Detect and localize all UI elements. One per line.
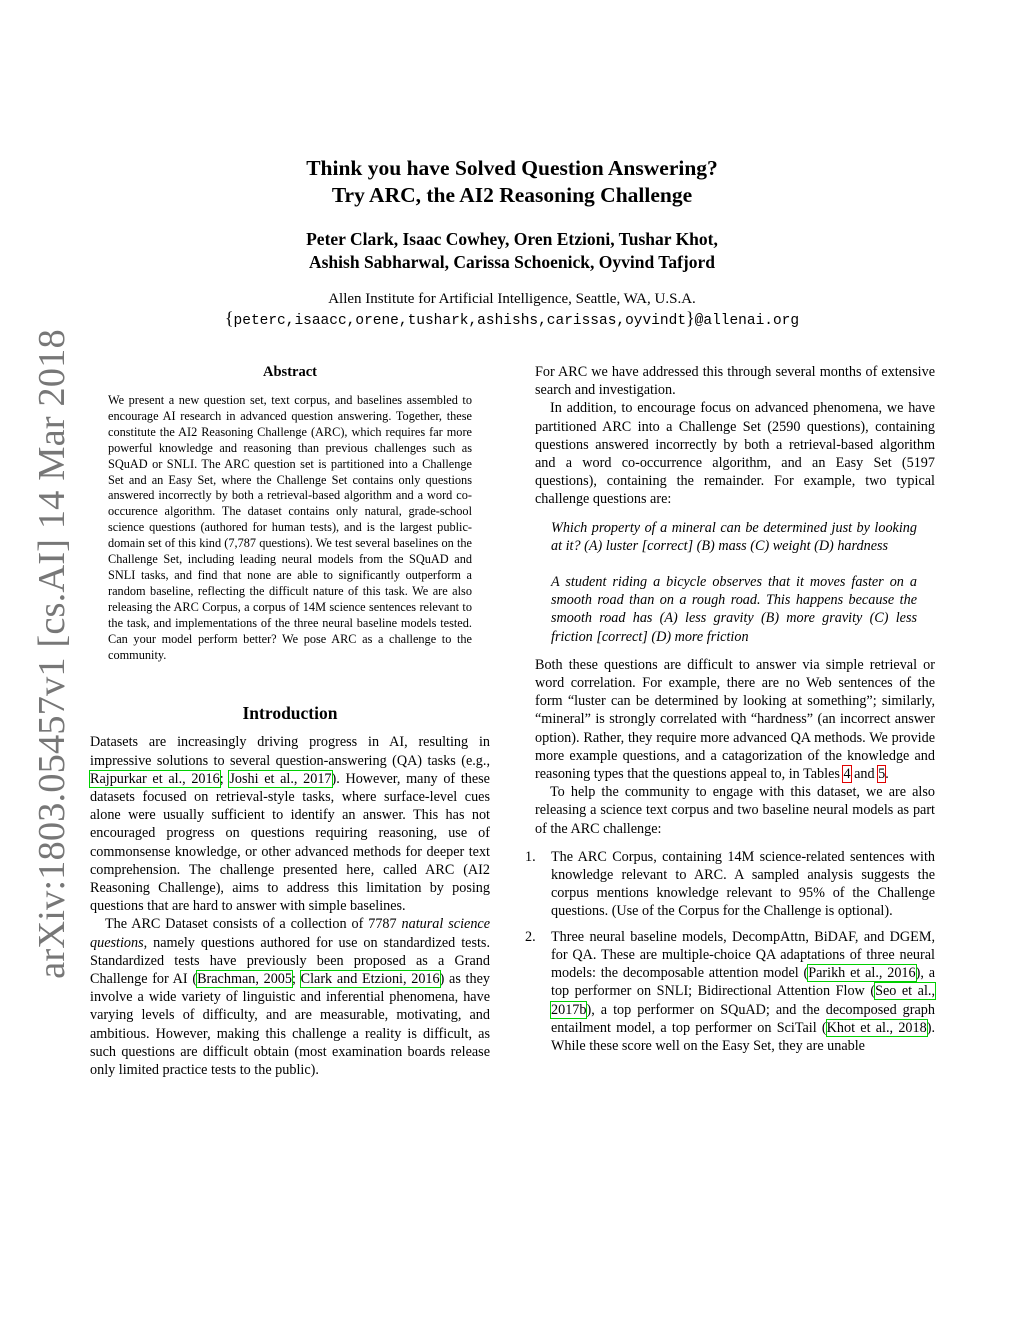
left-column [90, 364, 490, 1079]
table-5-link[interactable]: 5 [878, 766, 886, 783]
affiliation-block [0, 290, 1024, 331]
introduction-heading: Introduction [242, 703, 338, 724]
right-paragraph-3: Both these questions are difficult to answer via simple retrieval or word correlation. For example, there are no Web sentences of the form “luster can be determined by looking at something”; similarly, “mineral” is strongly correlated with “hardness” (an incorrect answer option). Rather, they require more advanced QA methods. We provide more example questions, and a catagorization of the knowledge and reasoning types that the questions appeal to, in Tables 4 and 5. [535, 656, 935, 783]
citation-rajpurkar[interactable]: Rajpurkar et al., 2016 [90, 770, 220, 787]
paper-title [0, 155, 1024, 209]
title-line-2: Try ARC, the AI2 Reasoning Challenge [331, 183, 693, 207]
citation-joshi[interactable]: Joshi et al., 2017 [229, 770, 332, 787]
example-question-1: Which property of a mineral can be determined just by looking at it? (A) luster [correct] (B) mass (C) weight (D) hardness [551, 519, 917, 554]
author-list [0, 228, 1024, 274]
email-domain: @allenai.org [694, 313, 800, 329]
table-4-link[interactable]: 4 [843, 766, 851, 783]
email-line: {peterc,isaacc,orene,tushark,ashishs,carissas,oyvindt}@allenai.org [224, 308, 800, 329]
citation-parikh[interactable]: Parikh et al., 2016 [808, 965, 916, 982]
authors-line-1: Peter Clark, Isaac Cowhey, Oren Etzioni, Tushar Khot, [306, 229, 718, 249]
citation-clark-etzioni[interactable]: Clark and Etzioni, 2016 [300, 971, 440, 988]
email-list: peterc,isaacc,orene,tushark,ashishs,carissas,oyvindt [233, 313, 687, 329]
right-paragraph-2: In addition, to encourage focus on advanced phenomena, we have partitioned ARC into a Challenge Set (2590 questions), containing questions answered incorrectly by both a retrieval-based algorithm and a word co-occurrence algorithm, and an Easy Set (5197 questions), containing the remainder. For example, two typical challenge questions are: [535, 400, 935, 508]
intro-paragraph-2: The ARC Dataset consists of a collection of 7787 natural science questions, namely questions authored for use on standardized tests. Standardized tests have previously been proposed as a Grand Challenge for AI (Brachman, 2005; Clark and Etzioni, 2016) as they involve a wide variety of linguistic and inferential phenomena, have varying levels of difficulty, and are measurable, motivating, and ambitious. However, making this challenge a reality is difficult, as such questions are difficult obtain (most examination boards release only limited practice tests to the public). [90, 916, 491, 1079]
list-item: 2. Three neural baseline models, DecompAttn, BiDAF, and DGEM, for QA. These are multiple-choice QA adaptations of three neural models: the decomposable attention model (Parikh et al., 2016), a top performer on SNLI; Bidirectional Attention Flow (Seo et al., 2017b), a top performer on SQuAD; and the decomposed graph entailment model, a top performer on SciTail (Khot et al., 2018). While these score well on the Easy Set, they are unable [525, 928, 935, 1054]
list-item: 1. The ARC Corpus, containing 14M science-related sentences with knowledge relevant to ARC. A sampled analysis suggests the corpus mentions knowledge relevant to 95% of the Challenge questions. (Use of the Corpus for the Challenge is optional). [525, 848, 935, 920]
arxiv-identifier: arXiv:1803.05457v1 [cs.AI] 14 Mar 2018 [31, 329, 73, 979]
affiliation: Allen Institute for Artificial Intelligence, Seattle, WA, U.S.A. [328, 291, 696, 307]
right-column [525, 363, 935, 1062]
title-line-1: Think you have Solved Question Answering? [306, 156, 718, 180]
authors-line-2: Ashish Sabharwal, Carissa Schoenick, Oyvind Tafjord [308, 252, 715, 272]
example-question-2: A student riding a bicycle observes that it moves faster on a smooth road than on a rough road. This happens because the smooth road has (A) less gravity (B) more gravity (C) less friction [correct] (D) more friction [551, 574, 917, 645]
right-paragraph-1: For ARC we have addressed this through several months of extensive search and investigation. [535, 364, 935, 399]
citation-brachman[interactable]: Brachman, 2005 [197, 971, 292, 988]
intro-paragraph-1: Datasets are increasingly driving progress in AI, resulting in impressive solutions to several question-answering (QA) tasks (e.g., Rajpurkar et al., 2016; Joshi et al., 2017). However, many of these datasets focused on retrieval-style tasks, where surface-level cues alone were usually sufficient to identify an answer. This has not encouraged progress on questions requiring reasoning, use of commonsense knowledge, or other advanced methods for deeper text comprehension. The challenge presented here, called ARC (AI2 Reasoning Challenge), aims to address this limitation by posing questions that are hard to answer with simple baselines. [90, 734, 490, 915]
citation-seo[interactable]: Seo et al., 2017b [551, 983, 935, 1018]
right-paragraph-4: To help the community to engage with this dataset, we are also releasing a science text corpus and two baseline neural models as part of the ARC challenge: [535, 784, 935, 837]
abstract-heading: Abstract [263, 364, 317, 380]
abstract-text: We present a new question set, text corpus, and baselines assembled to encourage AI research in advanced question answering. Together, these constitute the AI2 Reasoning Challenge (ARC), which requires far more powerful knowledge and reasoning than previous challenges such as SQuAD or SNLI. The ARC question set is partitioned into a Challenge Set and an Easy Set, where the Challenge Set contains only questions answered incorrectly by both a retrieval-based algorithm and a word co-occurence algorithm. The dataset contains only natural, grade-school science questions (authored for human tests), and is the largest public-domain set of this kind (7,787 questions). We test several baselines on the Challenge Set, including leading neural models from the SQuAD and SNLI tasks, and find that none are able to significantly outperform a random baseline, reflecting the difficult nature of this task. We are also releasing the ARC Corpus, a corpus of 14M science sentences relevant to the task, and implementations of the three neural baseline models tested. Can your model perform better? We pose ARC as a challenge to the community. [108, 393, 472, 662]
citation-khot[interactable]: Khot et al., 2018 [826, 1019, 927, 1036]
contribution-list [525, 848, 935, 1055]
